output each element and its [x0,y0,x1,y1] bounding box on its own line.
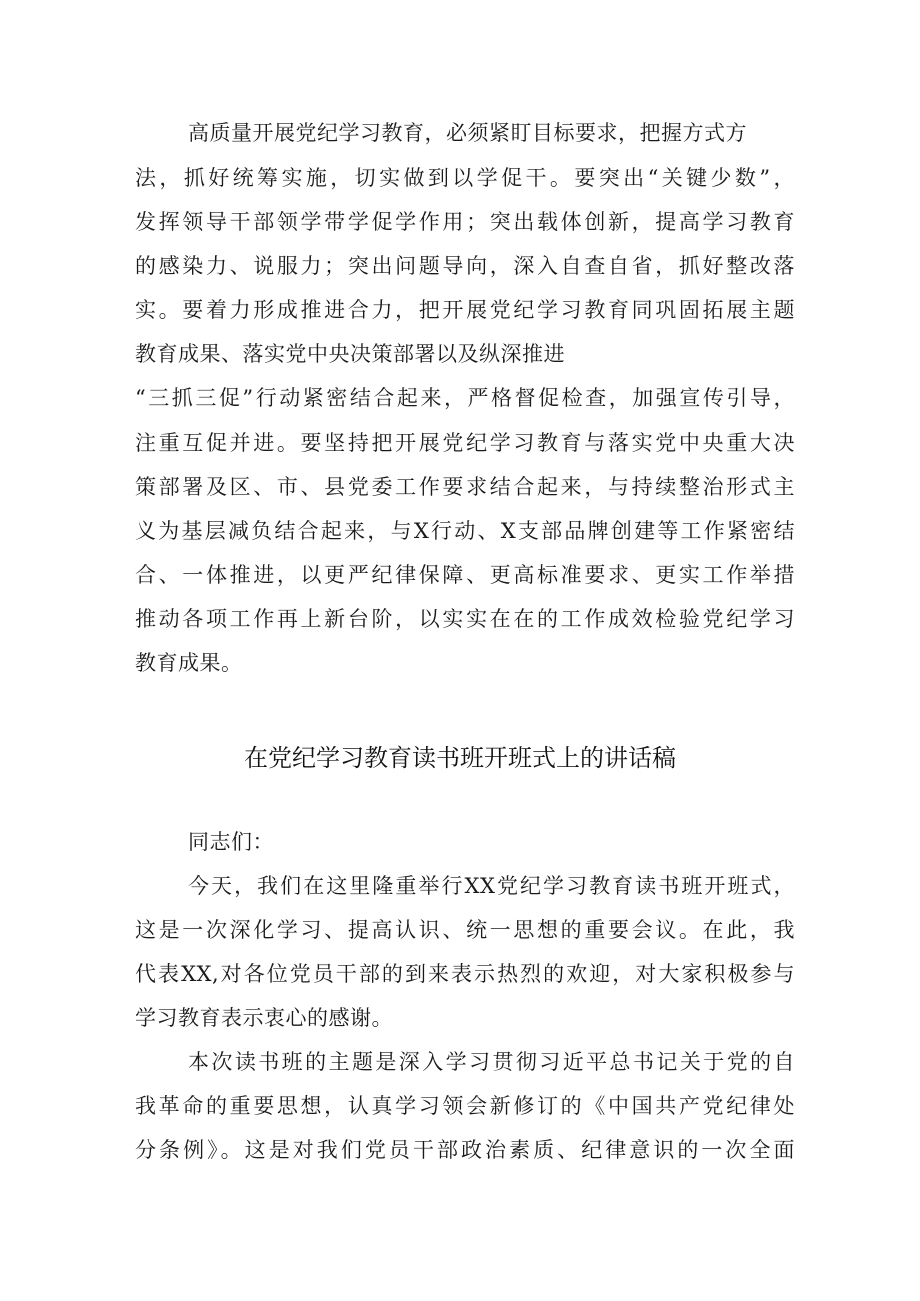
paragraph-line: 高质量开展党纪学习教育，必须紧盯目标要求，把握方式方 [188,121,747,145]
paragraph-line: 实。要着力形成推进合力，把开展党纪学习教育同巩固拓展主题 [135,298,795,322]
paragraph-line: 这是一次深化学习、提高认识、统一思想的重要会议。在此，我 [135,918,795,942]
paragraph-line: “三抓三促”行动紧密结合起来，严格督促检查，加强宣传引导， [135,386,795,410]
paragraph-line: 代表XX,对各位党员干部的到来表示热烈的欢迎，对大家积极参与 [135,962,795,986]
paragraph-line: 注重互促并进。要坚持把开展党纪学习教育与落实党中央重大决 [135,431,795,455]
paragraph-line: 策部署及区、市、县党委工作要求结合起来，与持续整治形式主 [135,475,795,499]
paragraph-line: 合、一体推进，以更严纪律保障、更高标准要求、更实工作举措 [135,563,795,587]
paragraph-line: 学习教育表示衷心的感谢。 [135,1006,393,1030]
paragraph-line: 分条例》。这是对我们党员干部政治素质、纪律意识的一次全面 [135,1138,795,1162]
paragraph-line: 的感染力、说服力；突出问题导向，深入自查自省，抓好整改落 [135,254,795,278]
paragraph-line: 义为基层减负结合起来，与X行动、X支部品牌创建等工作紧密结 [135,519,795,543]
paragraph-line: 教育成果、落实党中央决策部署以及纵深推进 [135,342,565,366]
document-title: 在党纪学习教育读书班开班式上的讲话稿 [244,744,676,772]
paragraph-line: 推动各项工作再上新台阶，以实实在在的工作成效检验党纪学习 [135,607,795,631]
paragraph-line: 教育成果。 [135,651,243,675]
paragraph-line: 法，抓好统筹实施，切实做到以学促干。要突出“关键少数”， [135,166,795,190]
paragraph-line: 发挥领导干部领学带学促学作用；突出载体创新，提高学习教育 [135,210,795,234]
paragraph-line: 今天，我们在这里隆重举行XX党纪学习教育读书班开班式， [188,874,795,898]
salutation: 同志们： [188,830,274,854]
paragraph-line: 本次读书班的主题是深入学习贯彻习近平总书记关于党的自 [188,1050,795,1074]
paragraph-line: 我革命的重要思想，认真学习领会新修订的《中国共产党纪律处 [135,1094,795,1118]
